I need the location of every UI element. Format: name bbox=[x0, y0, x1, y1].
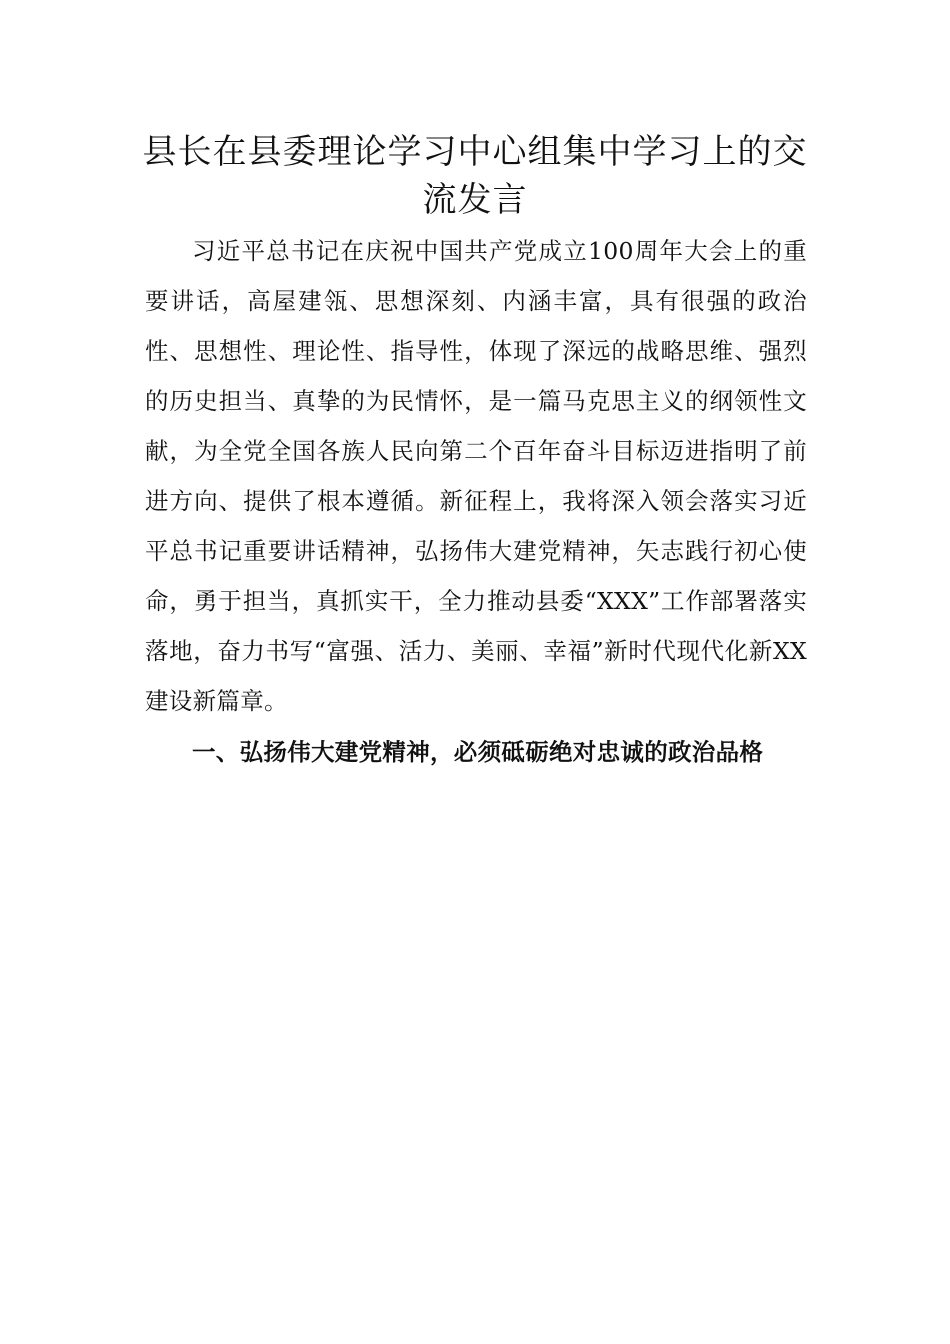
intro-paragraph: 习近平总书记在庆祝中国共产党成立100周年大会上的重要讲话，高屋建瓴、思想深刻、内涵丰富，具有很强的政治性、思想性、理论性、指导性，体现了深远的战略思维、强烈的历史担当、真挚的为民情怀，是一篇马克思主义的纲领性文献，为全党全国各族人民向第二个百年奋斗目标迈进指明了前进方向、提供了根本遵循。新征程上，我将深入领会落实习近平总书记重要讲话精神，弘扬伟大建党精神，矢志践行初心使命，勇于担当，真抓实干，全力推动县委“XXX”工作部署落实落地，奋力书写“富强、活力、美丽、幸福”新时代现代化新XX建设新篇章。 bbox=[145, 237, 807, 715]
section-heading: 一、弘扬伟大建党精神，必须砥砺绝对忠诚的政治品格 bbox=[192, 738, 764, 766]
document-title: 县长在县委理论学习中心组集中学习上的交流发言 bbox=[142, 132, 808, 220]
